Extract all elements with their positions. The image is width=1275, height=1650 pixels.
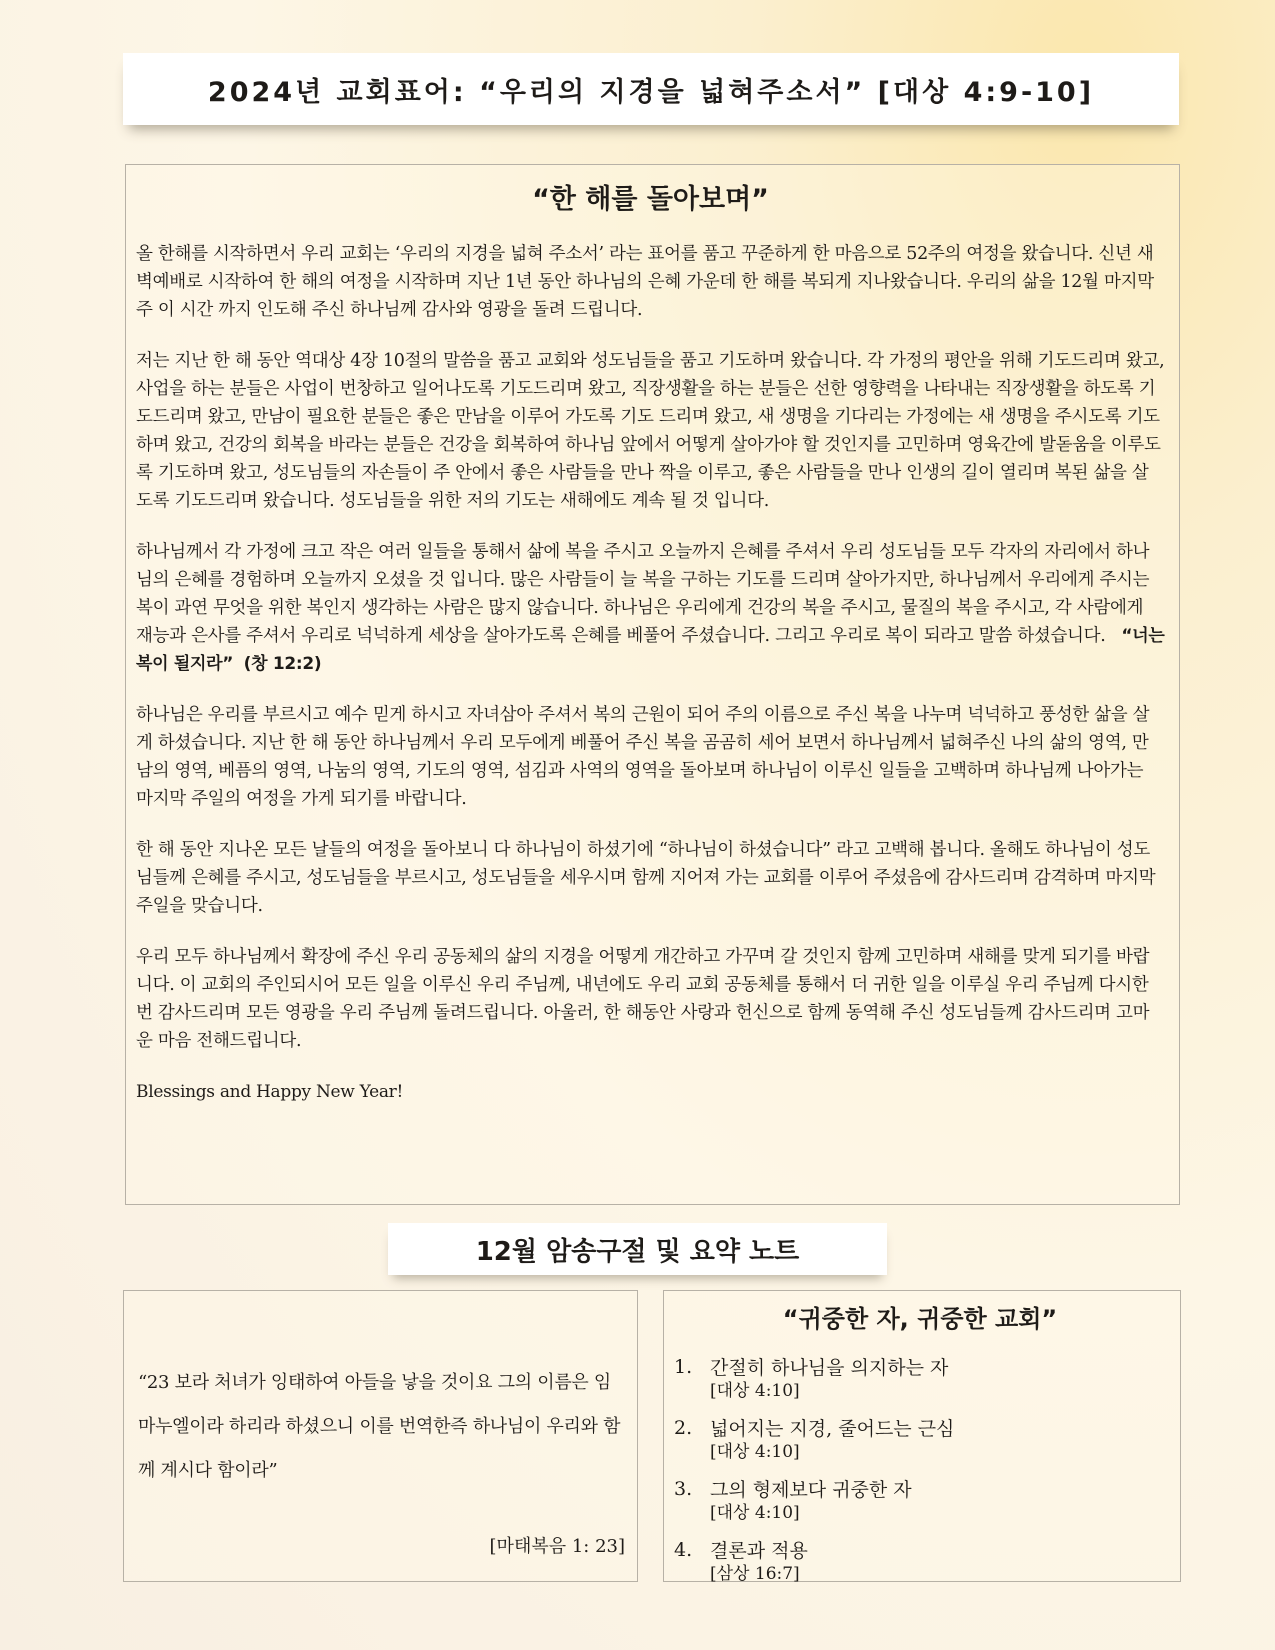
- letter-paragraph-1: 올 한해를 시작하면서 우리 교회는 ‘우리의 지경을 넓혀 주소서’ 라는 표어를 품고 꾸준하게 한 마음으로 52주의 여정을 왔습니다. 신년 새벽예배로 시작하여 한 해의 여정을 시작하며 지난 1년 동안 하나님의 은혜 가운데 한 해를 복되게 지나왔습니다. 우리의 삶을 12월 마지막 주 이 시간 까지 인도해 주신 하나님께 감사와 영광을 돌려 드립니다.: [136, 244, 1154, 320]
- motto-banner: [123, 53, 1179, 125]
- letter-paragraph-2: 저는 지난 한 해 동안 역대상 4장 10절의 말씀을 품고 교회와 성도님들을 품고 기도하며 왔습니다. 각 가정의 평안을 위해 기도드리며 왔고, 사업을 하는 분들은 사업이 번창하고 일어나도록 기도드리며 왔고, 직장생활을 하는 분들은 선한 영향력을 나타내는 직장생활을 하도록 기도드리며 왔고, 만남이 필요한 분들은 좋은 만남을 이루어 가도록 기도 드리며 왔고, 새 생명을 기다리는 가정에는 새 생명을 주시도록 기도하며 왔고, 건강의 회복을 바라는 분들은 건강을 회복하여 하나님 앞에서 어떻게 살아가야 할 것인지를 고민하며 영육간에 발돋움을 이루도록 기도하며 왔고, 성도님들의 자손들이 주 안에서 좋은 사람들을 만나 짝을 이루고, 좋은 사람들을 만나 인생의 길이 열리며 복된 삶을 살도록 기도드리며 왔습니다. 성도님들을 위한 저의 기도는 새해에도 계속 될 것 입니다.: [136, 351, 1165, 511]
- list-item-ref: [대상 4:10]: [710, 1381, 800, 1401]
- list-item-ref: [삼상 16:7]: [710, 1564, 800, 1584]
- notes-title: “귀중한 자, 귀중한 교회”: [782, 1305, 1058, 1333]
- letter-paragraph-3: [136, 538, 1165, 678]
- letter-paragraph-5: 한 해 동안 지나온 모든 날들의 여정을 돌아보니 다 하나님이 하셨기에 “하나님이 하셨습니다” 라고 고백해 봅니다. 올해도 하나님이 성도님들께 은혜를 주시고, 성도님들을 부르시고, 성도님들을 세우시며 함께 지어져 가는 교회를 이루어 주셨음에 감사드리며 감격하며 마지막 주일을 맞습니다.: [136, 840, 1156, 916]
- list-item: [674, 1478, 1166, 1524]
- list-item: [674, 1417, 1166, 1463]
- motto-title: 2024년 교회표어: “우리의 지경을 넓혀주소서” [대상 4:9-10]: [207, 76, 1095, 108]
- list-item-text: 넓어지는 지경, 줄어드는 근심: [710, 1418, 955, 1440]
- letter-paragraph-4: 하나님은 우리를 부르시고 예수 믿게 하시고 자녀삼아 주셔서 복의 근원이 되어 주의 이름으로 주신 복을 나누며 넉넉하고 풍성한 삶을 살게 하셨습니다. 지난 한 해 동안 하나님께서 우리 모두에게 베풀어 주신 복을 곰곰히 세어 보면서 하나님께서 넓혀주신 나의 삶의 영역, 만남의 영역, 베픔의 영역, 나눔의 영역, 기도의 영역, 섬김과 사역의 영역을 돌아보며 하나님이 이루신 일들을 고백하며 하나님께 나아가는 마지막 주일의 여정을 가게 되기를 바랍니다.: [136, 705, 1150, 809]
- list-item: [674, 1539, 1166, 1585]
- list-item: [674, 1356, 1166, 1402]
- list-item-text: 결론과 적용: [710, 1540, 808, 1562]
- list-item-ref: [대상 4:10]: [710, 1442, 800, 1462]
- memory-verse-reference: [마태복음 1: 23]: [489, 1536, 625, 1557]
- memory-verse-box: [123, 1290, 638, 1582]
- memory-verse-text: “23 보라 처녀가 잉태하여 아들을 낳을 것이요 그의 이름은 임마누엘이라 하리라 하셨으니 이를 번역한즉 하나님이 우리와 함께 계시다 함이라”: [138, 1372, 621, 1481]
- pastor-letter: [125, 164, 1180, 1205]
- letter-heading: “한 해를 돌아보며”: [532, 184, 769, 215]
- section-title-banner: [388, 1223, 887, 1275]
- letter-closing: Blessings and Happy New Year!: [136, 1082, 404, 1102]
- list-item-text: 그의 형제보다 귀중한 자: [710, 1479, 912, 1501]
- letter-paragraph-6: 우리 모두 하나님께서 확장에 주신 우리 공동체의 삶의 지경을 어떻게 개간하고 가꾸며 갈 것인지 함께 고민하며 새해를 맞게 되기를 바랍니다. 이 교회의 주인되시어 모든 일을 이루신 우리 주님께, 내년에도 우리 교회 공동체를 통해서 더 귀한 일을 이루실 우리 주님께 다시한번 감사드리며 모든 영광을 우리 주님께 돌려드립니다. 아울러, 한 해동안 사랑과 헌신으로 함께 동역해 주신 성도님들께 감사드리며 고마운 마음 전해드립니다.: [136, 947, 1150, 1051]
- blessing-quote: “너는 복이 될지라”: [136, 626, 1165, 674]
- list-item-ref: [대상 4:10]: [710, 1503, 800, 1523]
- notes-list: [674, 1356, 1166, 1585]
- blessing-quote-ref: (창 12:2): [243, 654, 322, 674]
- list-item-number: 4.: [674, 1539, 693, 1561]
- list-item-text: 간절히 하나님을 의지하는 자: [710, 1357, 949, 1379]
- summary-notes-box: [663, 1290, 1181, 1582]
- letter-paragraph-3-text: 하나님께서 각 가정에 크고 작은 여러 일들을 통해서 삶에 복을 주시고 오늘까지 은혜를 주셔서 우리 성도님들 모두 각자의 자리에서 하나님의 은혜를 경험하며 오늘까지 오셨을 것 입니다. 많은 사람들이 늘 복을 구하는 기도를 드리며 살아가지만, 하나님께서 우리에게 주시는 복이 과연 무엇을 위한 복인지 생각하는 사람은 많지 않습니다. 하나님은 우리에게 건강의 복을 주시고, 물질의 복을 주시고, 각 사람에게 재능과 은사를 주셔서 우리로 넉넉하게 세상을 살아가도록 은혜를 베풀어 주셨습니다. 그리고 우리로 복이 되라고 말씀 하셨습니다.: [136, 542, 1150, 646]
- list-item-number: 3.: [674, 1478, 693, 1500]
- section-title: 12월 암송구절 및 요약 노트: [475, 1236, 800, 1267]
- list-item-number: 2.: [674, 1417, 693, 1439]
- list-item-number: 1.: [674, 1356, 693, 1378]
